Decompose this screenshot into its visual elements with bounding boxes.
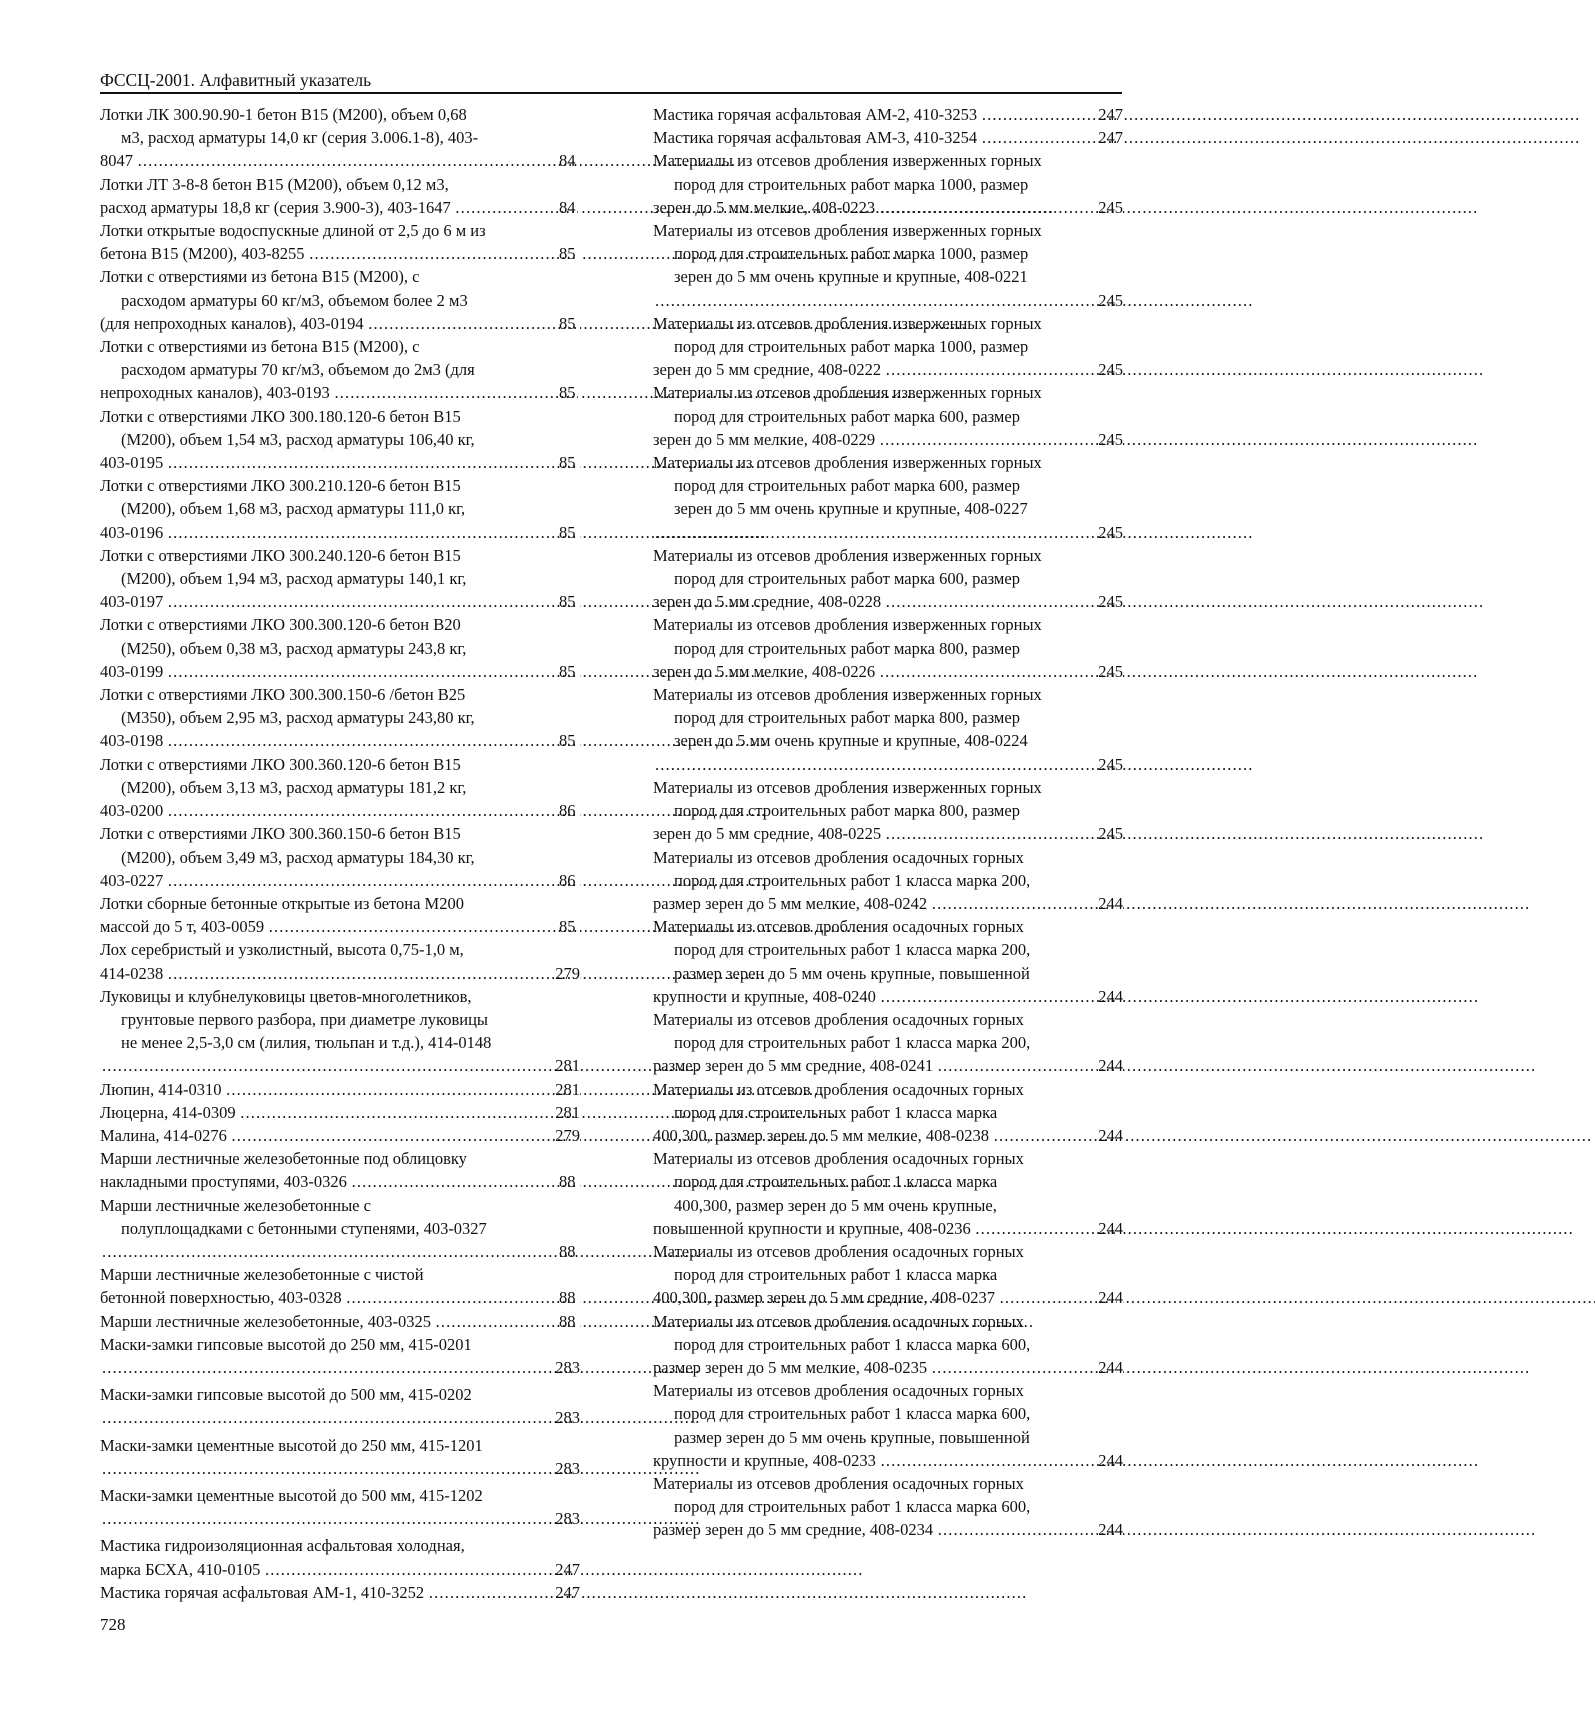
entry-text-line: Материалы из отсевов дробления изверженных горных [653, 383, 1042, 403]
entry-text-line: зерен до 5 мм очень крупные и крупные, 408-0221 [674, 267, 1028, 287]
entry-page-ref: 85 [578, 660, 580, 683]
header-title: ФССЦ-2001. Алфавитный указатель [100, 70, 372, 90]
entry-leader-line [100, 196, 580, 219]
entry-leader-line [100, 521, 580, 544]
entry-text-line: (М200), объем 1,54 м3, расход арматуры 106,40 кг, [121, 429, 475, 449]
entry-text-line: Мастика горячая асфальтовая АМ-2, 410-3253 . . . [653, 105, 1578, 124]
entry-text-line: Лотки открытые водоспускные длиной от 2,5 до 6 м из [100, 221, 486, 241]
entry-text-line: Материалы из отсевов дробления изверженных горных [653, 545, 1042, 565]
index-entry [100, 1101, 580, 1124]
entry-text-line: крупности и крупные, 408-0240 . . . [653, 987, 1476, 1006]
entry-text-line: 403-0198 . . . [100, 731, 764, 750]
entry-page-ref: 85 [578, 915, 580, 938]
entry-page-ref: 85 [578, 590, 580, 613]
entry-page-ref: 245 [1117, 521, 1123, 544]
index-entry [653, 613, 1123, 683]
entry-leader-line [653, 822, 1123, 845]
entry-leader-line [653, 1124, 1123, 1147]
entry-page-ref: 283 [574, 1507, 580, 1530]
entry-text-line: Материалы из отсевов дробления изверженных горных [653, 777, 1042, 797]
entry-leader-line [100, 660, 580, 683]
index-entry [100, 683, 580, 753]
entry-page-ref: 244 [1117, 1356, 1123, 1379]
entry-leader-line [100, 962, 580, 985]
entry-text-line: пород для строительных работ марка 600, размер [674, 476, 1020, 496]
index-entry [100, 544, 580, 614]
index-entry [653, 149, 1123, 219]
entry-text-line: 403-0199 . . . [100, 662, 764, 681]
entry-text-line: пород для строительных работ 1 класса марка 600, [674, 1404, 1031, 1424]
index-entry [100, 1124, 580, 1147]
index-entry [653, 1008, 1123, 1078]
entry-text-line: повышенной крупности и крупные, 408-0236 . . . [653, 1219, 1571, 1238]
entry-page-ref: 88 [578, 1286, 580, 1309]
index-entry [653, 312, 1123, 382]
entry-text-line: 403-0200 . . . [100, 801, 764, 820]
entry-page-ref: 244 [1117, 1124, 1123, 1147]
entry-text-line [100, 1242, 698, 1261]
entry-text-line: размер зерен до 5 мм очень крупные, повышенной [674, 963, 1030, 983]
entry-leader-line [100, 1558, 580, 1581]
entry-page-ref: 283 [574, 1356, 580, 1379]
index-entry [653, 451, 1123, 544]
entry-text-line: пород для строительных работ 1 класса марка 200, [674, 1033, 1031, 1053]
entry-text-line: Лотки сборные бетонные открытые из бетона М200 [100, 893, 464, 913]
entry-text-line [100, 1358, 698, 1377]
entry-text-line: Марши лестничные железобетонные под облицовку [100, 1149, 467, 1169]
entry-leader-line [674, 521, 1123, 544]
index-entry [100, 892, 580, 938]
entry-text-line: пород для строительных работ 1 класса марка 600, [674, 1334, 1031, 1354]
entry-text-line: массой до 5 т, 403-0059 . . . [100, 917, 865, 936]
index-entry [100, 938, 580, 984]
entry-text-line: зерен до 5 мм средние, 408-0222 . . . [653, 360, 1482, 379]
entry-text-line: Лотки с отверстиями ЛКО 300.300.150-6 /бетон В25 [100, 685, 466, 705]
entry-leader-line [100, 590, 580, 613]
entry-page-ref: 245 [1117, 590, 1123, 613]
entry-text-line: Маски-замки цементные высотой до 500 мм, 415-1202 [100, 1485, 483, 1505]
entry-page-ref: 85 [578, 242, 580, 265]
entry-text-line: Лотки ЛТ 3-8-8 бетон В15 (М200), объем 0,12 м3, [100, 174, 449, 194]
entry-text-line: пород для строительных работ марка 800, размер [674, 708, 1020, 728]
entry-leader-line [653, 892, 1123, 915]
entry-page-ref: 283 [574, 1457, 580, 1480]
entry-text-line: Материалы из отсевов дробления осадочных горных [653, 1381, 1024, 1401]
entry-text-line: (М350), объем 2,95 м3, расход арматуры 243,80 кг, [121, 708, 475, 728]
entry-page-ref: 86 [578, 869, 580, 892]
entry-text-line: пород для строительных работ марка 1000, размер [674, 337, 1029, 357]
entry-leader-line [121, 1406, 580, 1429]
entry-text-line [653, 523, 1251, 542]
entry-text-line [653, 291, 1251, 310]
entry-leader-line [100, 381, 580, 404]
index-entry [653, 1310, 1123, 1380]
entry-leader-line [121, 1054, 580, 1077]
entry-page-ref: 244 [1117, 1518, 1123, 1541]
index-entry [653, 1147, 1123, 1240]
entry-text-line: пород для строительных работ марка 800, размер [674, 638, 1020, 658]
index-entry [100, 1147, 580, 1193]
entry-page-ref: 281 [574, 1101, 580, 1124]
entry-text-line: пород для строительных работ 1 класса марка 200, [674, 940, 1031, 960]
entry-page-ref: 245 [1117, 660, 1123, 683]
entry-leader-line [674, 289, 1123, 312]
index-entry [100, 219, 580, 265]
index-entry [100, 405, 580, 475]
index-entry [653, 219, 1123, 312]
entry-leader-line [100, 915, 580, 938]
entry-text-line: Материалы из отсевов дробления изверженных горных [653, 151, 1042, 171]
entry-text-line: Материалы из отсевов дробления осадочных горных [653, 1473, 1024, 1493]
entry-text-line: пород для строительных работ марка 600, размер [674, 406, 1020, 426]
entry-text-line: расход арматуры 18,8 кг (серия 3.900-3), 403-1647 . . . [100, 198, 1051, 217]
entry-text-line: м3, расход арматуры 14,0 кг (серия 3.006.1-8), 403- [121, 128, 479, 148]
entry-text-line: Маски-замки гипсовые высотой до 500 мм, 415-0202 [100, 1385, 472, 1405]
entry-page-ref: 244 [1117, 1217, 1123, 1240]
index-entry [100, 1310, 580, 1333]
entry-text-line: зерен до 5 мм мелкие, 408-0229 . . . [653, 430, 1476, 449]
entry-text-line: Лотки с отверстиями ЛКО 300.360.120-6 бетон В15 [100, 754, 461, 774]
entry-text-line: расходом арматуры 60 кг/м3, объемом более 2 м3 [121, 290, 468, 310]
entry-text-line: непроходных каналов), 403-0193 . . . [100, 383, 930, 402]
entry-leader-line [100, 1124, 580, 1147]
entry-leader-line [653, 590, 1123, 613]
entry-text-line: Мастика горячая асфальтовая АМ-3, 410-3254 . . . [653, 128, 1578, 147]
entry-page-ref: 281 [574, 1054, 580, 1077]
entry-text-line: Люпин, 414-0310 . . . [100, 1080, 822, 1099]
entry-text-line: Малина, 414-0276 . . . [100, 1126, 827, 1145]
index-entry [653, 915, 1123, 1008]
index-entry [100, 103, 580, 173]
page-number: 728 [100, 1615, 126, 1634]
entry-text-line [653, 755, 1251, 774]
entry-text-line: (для непроходных каналов), 403-0194 . . . [100, 314, 964, 333]
entry-text-line: 414-0238 . . . [100, 964, 764, 983]
entry-page-ref: 84 [578, 196, 580, 219]
entry-page-ref: 283 [574, 1406, 580, 1429]
entry-leader-line [100, 149, 580, 172]
entry-text-line: пород для строительных работ марка 1000, размер [674, 174, 1029, 194]
entry-page-ref: 244 [1117, 892, 1123, 915]
index-entry [653, 683, 1123, 776]
entry-page-ref: 245 [1117, 358, 1123, 381]
entry-page-ref: 86 [578, 799, 580, 822]
entry-leader-line [100, 1170, 580, 1193]
index-entry [100, 1194, 580, 1264]
entry-text-line: Маски-замки гипсовые высотой до 250 мм, 415-0201 [100, 1334, 472, 1354]
entry-text-line: Материалы из отсевов дробления изверженных горных [653, 313, 1042, 333]
entry-text-line [100, 1056, 698, 1075]
entry-leader-line [653, 985, 1123, 1008]
entry-text-line: полуплощадками с бетонными ступенями, 403-0327 [121, 1218, 487, 1238]
entry-text-line: марка БСХА, 410-0105 . . . [100, 1560, 861, 1579]
entry-text-line: зерен до 5 мм средние, 408-0228 . . . [653, 592, 1482, 611]
index-entry [653, 381, 1123, 451]
entry-page-ref: 85 [578, 521, 580, 544]
entry-text-line: Лотки с отверстиями ЛКО 300.300.120-6 бетон В20 [100, 615, 461, 635]
index-entry [100, 613, 580, 683]
entry-leader-line [100, 1310, 580, 1333]
entry-text-line: Материалы из отсевов дробления осадочных горных [653, 1149, 1024, 1169]
index-entry [653, 1240, 1123, 1310]
entry-text-line: пород для строительных работ марка 600, размер [674, 569, 1020, 589]
entry-leader-line [653, 1054, 1123, 1077]
entry-text-line: размер зерен до 5 мм средние, 408-0241 . . . [653, 1056, 1534, 1075]
index-entry [100, 265, 580, 335]
entry-text-line: 403-0196 . . . [100, 523, 764, 542]
entry-text-line: Лотки ЛК 300.90.90-1 бетон В15 (М200), объем 0,68 [100, 105, 467, 124]
entry-text-line: Лотки с отверстиями ЛКО 300.210.120-6 бетон В15 [100, 476, 461, 496]
index-entry [100, 985, 580, 1078]
page-header [100, 66, 1122, 94]
entry-text-line: 403-0227 . . . [100, 871, 764, 890]
entry-text-line: 403-0195 . . . [100, 453, 764, 472]
index-column-left [100, 103, 580, 1604]
entry-text-line [100, 1408, 698, 1427]
entry-text-line: пород для строительных работ марка 800, размер [674, 801, 1020, 821]
index-entry [100, 822, 580, 892]
entry-page-ref: 247 [1117, 103, 1123, 126]
entry-leader-line [100, 1286, 580, 1309]
entry-text-line: Материалы из отсевов дробления изверженных горных [653, 615, 1042, 635]
entry-text-line: 400,300, размер зерен до 5 мм средние, 408-0237 . . . [653, 1288, 1595, 1307]
entry-text-line: Материалы из отсевов дробления осадочных горных [653, 847, 1024, 867]
entry-page-ref: 245 [1117, 196, 1123, 219]
index-entry [100, 1534, 580, 1580]
entry-page-ref: 84 [578, 149, 580, 172]
entry-text-line: Лох серебристый и узколистный, высота 0,75-1,0 м, [100, 940, 464, 960]
entry-text-line: не менее 2,5-3,0 см (лилия, тюльпан и т.д.), 414-0148 [121, 1033, 492, 1053]
entry-page-ref: 88 [578, 1170, 580, 1193]
entry-leader-line [121, 1356, 580, 1379]
entry-text-line [100, 1509, 698, 1528]
index-entry [100, 1434, 580, 1480]
index-column-right [653, 103, 1123, 1542]
entry-text-line: 400,300, размер зерен до 5 мм очень крупные, [674, 1195, 997, 1215]
index-entry [653, 1472, 1123, 1542]
entry-leader-line [121, 1457, 580, 1480]
entry-page-ref: 85 [578, 729, 580, 752]
entry-text-line: Материалы из отсевов дробления осадочных горных [653, 917, 1024, 937]
index-entry [100, 753, 580, 823]
entry-page-ref: 244 [1117, 1449, 1123, 1472]
entry-text-line: Луковицы и клубнелуковицы цветов-многолетников, [100, 986, 472, 1006]
entry-leader-line [653, 1518, 1123, 1541]
entry-page-ref: 247 [574, 1558, 580, 1581]
index-entry [653, 846, 1123, 916]
entry-text-line: зерен до 5 мм очень крупные и крупные, 408-0224 [674, 731, 1028, 751]
entry-text-line: крупности и крупные, 408-0233 . . . [653, 1451, 1476, 1470]
entry-text-line: Материалы из отсевов дробления изверженных горных [653, 221, 1042, 241]
entry-text-line: (М200), объем 1,94 м3, расход арматуры 140,1 кг, [121, 569, 467, 589]
entry-leader-line [100, 729, 580, 752]
entry-text-line: пород для строительных работ 1 класса марка [674, 1172, 998, 1192]
entry-text-line: Материалы из отсевов дробления изверженных горных [653, 453, 1042, 473]
entry-leader-line [653, 103, 1123, 126]
entry-text-line: размер зерен до 5 мм мелкие, 408-0235 . . . [653, 1358, 1528, 1377]
entry-text-line: Материалы из отсевов дробления осадочных горных [653, 1009, 1024, 1029]
entry-page-ref: 244 [1117, 985, 1123, 1008]
entry-text-line: Материалы из отсевов дробления осадочных горных [653, 1311, 1024, 1331]
entry-text-line: пород для строительных работ 1 класса марка [674, 1102, 998, 1122]
entry-text-line: пород для строительных работ 1 класса марка 600, [674, 1497, 1031, 1517]
index-entry [653, 1379, 1123, 1472]
index-entry [100, 1383, 580, 1429]
entry-text-line: зерен до 5 мм очень крупные и крупные, 408-0227 [674, 499, 1028, 519]
index-entry [100, 1484, 580, 1530]
entry-leader-line [653, 660, 1123, 683]
entry-leader-line [653, 1217, 1123, 1240]
entry-leader-line [121, 1507, 580, 1530]
entry-text-line: размер зерен до 5 мм очень крупные, повышенной [674, 1427, 1030, 1447]
entry-leader-line [674, 753, 1123, 776]
entry-page-ref: 85 [578, 312, 580, 335]
entry-page-ref: 245 [1117, 289, 1123, 312]
index-entry [100, 1263, 580, 1309]
entry-text-line: зерен до 5 мм средние, 408-0225 . . . [653, 824, 1482, 843]
entry-text-line: зерен до 5 мм мелкие, 408-0226 . . . [653, 662, 1476, 681]
entry-text-line: бетона В15 (М200), 403-8255 . . . [100, 244, 905, 263]
entry-text-line: Марши лестничные железобетонные с чистой [100, 1265, 424, 1285]
entry-page-ref: 281 [574, 1078, 580, 1101]
entry-page-ref: 279 [574, 1124, 580, 1147]
index-entry [653, 126, 1123, 149]
entry-leader-line [100, 799, 580, 822]
entry-page-ref: 245 [1117, 428, 1123, 451]
entry-leader-line [653, 428, 1123, 451]
entry-text-line: пород для строительных работ марка 1000, размер [674, 244, 1029, 264]
entry-text-line: 400,300, размер зерен до 5 мм мелкие, 408-0238 . . . [653, 1126, 1590, 1145]
entry-text-line: Марши лестничные железобетонные с [100, 1195, 371, 1215]
entry-text-line: Мастика гидроизоляционная асфальтовая холодная, [100, 1536, 465, 1556]
entry-text-line: (М250), объем 0,38 м3, расход арматуры 243,8 кг, [121, 638, 467, 658]
entry-text-line: 8047 . . . [100, 151, 734, 170]
entry-text-line: размер зерен до 5 мм мелкие, 408-0242 . . . [653, 894, 1528, 913]
entry-text-line: Лотки с отверстиями из бетона В15 (М200), с [100, 267, 420, 287]
index-entry [653, 544, 1123, 614]
entry-text-line: Материалы из отсевов дробления изверженных горных [653, 685, 1042, 705]
index-entry [653, 776, 1123, 846]
entry-page-ref: 88 [578, 1310, 580, 1333]
entry-leader-line [100, 1078, 580, 1101]
index-entry [100, 474, 580, 544]
entry-page-ref: 244 [1117, 1286, 1123, 1309]
entry-text-line: расходом арматуры 70 кг/м3, объемом до 2м3 (для [121, 360, 475, 380]
entry-text-line: Лотки с отверстиями ЛКО 300.360.150-6 бетон В15 [100, 824, 461, 844]
entry-text-line: Марши лестничные железобетонные, 403-0325 . . . [100, 1312, 1031, 1331]
entry-leader-line [100, 451, 580, 474]
index-entry [100, 335, 580, 405]
entry-leader-line [653, 1449, 1123, 1472]
entry-text-line: (М200), объем 3,49 м3, расход арматуры 184,30 кг, [121, 847, 475, 867]
entry-text-line: Лотки с отверстиями из бетона В15 (М200), с [100, 337, 420, 357]
entry-text-line: грунтовые первого разбора, при диаметре луковицы [121, 1009, 488, 1029]
entry-leader-line [100, 1581, 580, 1604]
entry-text-line: Люцерна, 414-0309 . . . [100, 1103, 836, 1122]
entry-leader-line [653, 1286, 1123, 1309]
entry-page-ref: 88 [578, 1240, 580, 1263]
entry-text-line: Лотки с отверстиями ЛКО 300.180.120-6 бетон В15 [100, 406, 461, 426]
entry-page-ref: 247 [574, 1581, 580, 1604]
index-entry [653, 1078, 1123, 1148]
entry-leader-line [653, 196, 1123, 219]
entry-page-ref: 245 [1117, 753, 1123, 776]
entry-text-line: пород для строительных работ 1 класса марка [674, 1265, 998, 1285]
index-entry [653, 103, 1123, 126]
entry-text-line: размер зерен до 5 мм средние, 408-0234 . . . [653, 1520, 1534, 1539]
entry-page-ref: 244 [1117, 1054, 1123, 1077]
entry-text-line: (М200), объем 3,13 м3, расход арматуры 181,2 кг, [121, 777, 467, 797]
entry-leader-line [653, 1356, 1123, 1379]
entry-text-line: Материалы из отсевов дробления осадочных горных [653, 1079, 1024, 1099]
entry-page-ref: 245 [1117, 822, 1123, 845]
entry-text-line: 403-0197 . . . [100, 592, 764, 611]
entry-text-line: Материалы из отсевов дробления осадочных горных [653, 1241, 1024, 1261]
entry-text-line: накладными проступями, 403-0326 . . . [100, 1172, 947, 1191]
entry-text-line: (М200), объем 1,68 м3, расход арматуры 111,0 кг, [121, 499, 466, 519]
entry-text-line: зерен до 5 мм мелкие, 408-0223 . . . [653, 198, 1476, 217]
entry-text-line: бетонной поверхностью, 403-0328 . . . [100, 1288, 942, 1307]
entry-page-ref: 247 [1117, 126, 1123, 149]
entry-text-line: Лотки с отверстиями ЛКО 300.240.120-6 бетон В15 [100, 545, 461, 565]
entry-leader-line [121, 1240, 580, 1263]
entry-page-ref: 279 [574, 962, 580, 985]
entry-text-line: Маски-замки цементные высотой до 250 мм, 415-1201 [100, 1435, 483, 1455]
index-entry [100, 1581, 580, 1604]
entry-text-line [100, 1459, 698, 1478]
entry-leader-line [653, 126, 1123, 149]
entry-text-line: пород для строительных работ 1 класса марка 200, [674, 870, 1031, 890]
entry-leader-line [653, 358, 1123, 381]
entry-page-ref: 85 [578, 451, 580, 474]
entry-leader-line [100, 312, 580, 335]
entry-leader-line [100, 869, 580, 892]
entry-text-line: Мастика горячая асфальтовая АМ-1, 410-3252 . . . [100, 1583, 1025, 1602]
entry-leader-line [100, 242, 580, 265]
index-entry [100, 1078, 580, 1101]
index-entry [100, 1333, 580, 1379]
entry-leader-line [100, 1101, 580, 1124]
entry-page-ref: 85 [578, 381, 580, 404]
index-entry [100, 173, 580, 219]
